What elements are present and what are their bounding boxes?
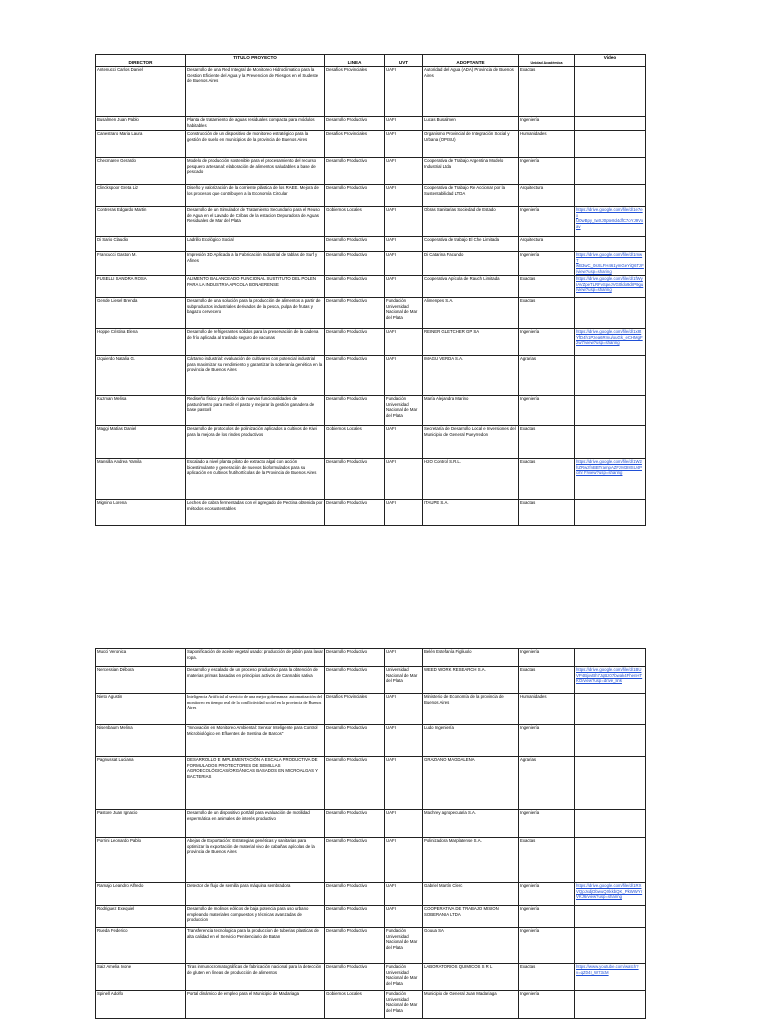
table-row — [96, 649, 646, 667]
cell-uvt: UAFI — [385, 426, 423, 459]
table-row — [96, 426, 646, 459]
cell-adoptante: Di Catarina Facundo — [423, 252, 519, 276]
cell-uvt: UAFI — [385, 276, 423, 298]
cell-uvt: UAFI — [385, 757, 423, 810]
cell-adoptante: REINER GLETCHER GP SA — [423, 329, 519, 356]
cell-uvt: Fundación Universidad Nacional de Mar del Plata — [385, 928, 423, 964]
cell-uvt: UAFI — [385, 883, 423, 906]
header-unidad: Unidad Académica — [519, 55, 575, 67]
cell-director: Pagnussat Luciana — [96, 757, 186, 810]
cell-uvt: Universidad Nacional de Mar del Plata — [385, 667, 423, 694]
cell-unidad: Ingeniería — [519, 883, 575, 906]
cell-unidad: Arquitectura — [519, 237, 575, 252]
table-row — [96, 329, 646, 356]
cell-video — [575, 928, 646, 964]
projects-table-2 — [95, 648, 646, 1019]
cell-video — [575, 459, 646, 500]
cell-unidad: Humanidades — [519, 694, 575, 725]
cell-adoptante: Secretaría de Desarrollo Local e Inversiones del Municipio de General Pueyrredon — [423, 426, 519, 459]
cell-uvt: UAFI — [385, 500, 423, 526]
cell-uvt: UAFI — [385, 67, 423, 117]
cell-unidad: Ingeniería — [519, 928, 575, 964]
table-row — [96, 838, 646, 883]
cell-video — [575, 426, 646, 459]
cell-unidad: Ingeniería — [519, 810, 575, 838]
cell-director: Mansilla Andrea Yamila — [96, 459, 186, 500]
cell-director: Spinell Adolfo — [96, 991, 186, 1019]
cell-video — [575, 500, 646, 526]
cell-linea: Desarrollo Productivo — [325, 276, 385, 298]
cell-unidad: Exactas — [519, 500, 575, 526]
table-row — [96, 964, 646, 991]
cell-titulo: Desarrollo de una solución para la producción de alimentos a partir de subproductos industriales derivados de la pesca, pulpa de frutas y bagazo cervecero — [186, 298, 325, 329]
table-row — [96, 185, 646, 207]
cell-linea: Desarrollo Productivo — [325, 185, 385, 207]
table-row — [96, 694, 646, 725]
cell-video — [575, 117, 646, 131]
cell-unidad: Exactas — [519, 67, 575, 117]
header-adoptante: ADOPTANTE — [423, 55, 519, 67]
cell-director: Nisenbaum Melina — [96, 725, 186, 757]
table-row — [96, 883, 646, 906]
cell-linea: Desafios Provinciales — [325, 67, 385, 117]
cell-linea: Desarrollo Productivo — [325, 964, 385, 991]
cell-video — [575, 131, 646, 158]
cell-video — [575, 991, 646, 1019]
cell-video — [575, 207, 646, 237]
cell-director: Checmarev Gerardo — [96, 158, 186, 185]
table-row — [96, 356, 646, 396]
header-linea: LINEA — [325, 55, 385, 67]
cell-video — [575, 883, 646, 906]
header-titulo: TITULO PROYECTO — [186, 55, 325, 67]
cell-titulo: Inteligencia Artificial al servicio de una mejor gobernanza: automatización del monitoreo en tiempo real de la conflictividad social en la provincia de Buenos Aires — [186, 694, 325, 725]
cell-linea: Desarrollo Productivo — [325, 500, 385, 526]
cell-titulo: Transferencia tecnologica para la produccion de tuberias plasticas de alta calidad en el Servicio Penitenciario de Batan — [186, 928, 325, 964]
cell-adoptante: Gouua SA — [423, 928, 519, 964]
table-row — [96, 396, 646, 426]
cell-adoptante: Polinizadora Marplatense S.A. — [423, 838, 519, 883]
cell-unidad: Exactas — [519, 298, 575, 329]
cell-linea: Desarrollo Productivo — [325, 252, 385, 276]
cell-linea: Desarrollo Productivo — [325, 158, 385, 185]
cell-director: Izquierdo Natalia G. — [96, 356, 186, 396]
cell-director: Mucci Veronica — [96, 649, 186, 667]
cell-unidad: Ingeniería — [519, 906, 575, 928]
cell-titulo: Diseño y valorización de la corriente plástica de los RAEE. Mejora de los procesos que contribuyen a la Economía Circular — [186, 185, 325, 207]
cell-video — [575, 158, 646, 185]
cell-video — [575, 757, 646, 810]
cell-video — [575, 298, 646, 329]
cell-unidad: Ingeniería — [519, 117, 575, 131]
video-link[interactable]: https://drive.google.com/file/d/1W2hZRwzfnBBTrampAZFzM3I8SU4Pcihr F/view?usp=sharing — [576, 459, 642, 476]
cell-adoptante: Machrey agropecuaria S.A. — [423, 810, 519, 838]
cell-linea: Desarrollo Productivo — [325, 928, 385, 964]
cell-linea: Gobiernos Locales — [325, 207, 385, 237]
cell-video — [575, 964, 646, 991]
cell-linea: Desarrollo Productivo — [325, 396, 385, 426]
table-row — [96, 725, 646, 757]
cell-adoptante: Ludo Ingeniería — [423, 725, 519, 757]
cell-director: Di Sario Claudio — [96, 237, 186, 252]
video-link[interactable]: https://www.youtube.com/watch?v=qZ04I_W73cM — [576, 964, 639, 975]
cell-video — [575, 329, 646, 356]
header-row — [96, 55, 646, 67]
cell-uvt: UAFI — [385, 185, 423, 207]
cell-titulo: Leches de cabra fermentadas con el agregado de Pectina obtenida por métodos ecosustentables — [186, 500, 325, 526]
table-row — [96, 757, 646, 810]
cell-adoptante: Belén Estefanía Figliuolo — [423, 649, 519, 667]
cell-director: Rueda Federico — [96, 928, 186, 964]
cell-uvt: UAFI — [385, 459, 423, 500]
video-link[interactable]: https://drive.google.com/file/d/1x8tYfD4h1Pzea6Rmu/ouGk_eCHMgF2w7/view?usp=sharing — [576, 329, 643, 346]
cell-linea: Desarrollo Productivo — [325, 237, 385, 252]
cell-adoptante: Cooperativa de Trabajo Re Accionar por la Sustentabilidad LTDA — [423, 185, 519, 207]
cell-adoptante: ITAUPE S.A. — [423, 500, 519, 526]
cell-linea: Desarrollo Productivo — [325, 298, 385, 329]
cell-director: Antenucci Carlos Daniel — [96, 67, 186, 117]
cell-linea: Desarrollo Productivo — [325, 667, 385, 694]
cell-director: Mignino Lorena — [96, 500, 186, 526]
cell-director: Francucci Gaston M. — [96, 252, 186, 276]
cell-director: Gende Liesel Brenda — [96, 298, 186, 329]
cell-linea: Desarrollo Productivo — [325, 906, 385, 928]
cell-adoptante: H2O Control S.R.L. — [423, 459, 519, 500]
cell-linea: Desafios Provinciales — [325, 131, 385, 158]
cell-linea: Desafios Provinciales — [325, 694, 385, 725]
cell-video — [575, 356, 646, 396]
cell-video — [575, 67, 646, 117]
cell-unidad: Exactas — [519, 838, 575, 883]
cell-titulo: Desarrollo de un dispositivo portátil para evaluación de motilidad espermática en animales de interés productivo — [186, 810, 325, 838]
cell-titulo: Desarrollo de una Red Integral de Monitoreo Hidroclimatico para la Gestion Eficiente del Agua y la Prevencion de Riesgos en el Sudeste de Buenos Aires — [186, 67, 325, 117]
cell-video — [575, 252, 646, 276]
cell-director: Rodriguez Exequiel — [96, 906, 186, 928]
cell-titulo: Desarrollo de protocolos de polinización aplicados a cultivos de Kiwi para la mejora de los rindes productivos — [186, 426, 325, 459]
table-row — [96, 459, 646, 500]
cell-video — [575, 694, 646, 725]
cell-titulo: Desarrollo de refrigerantes sólidos para la preservación de la cadena de frío aplicada al traslado seguro de vacunas — [186, 329, 325, 356]
cell-adoptante: Autoridad del Agua (ADA) Provincia de Buenos Aires — [423, 67, 519, 117]
cell-unidad: Exactas — [519, 426, 575, 459]
cell-titulo: "Innovación en Monitoreo Ambiental: Sensor Inteligente para Control Microbiológico en Efluentes de Sentina de Barcos" — [186, 725, 325, 757]
cell-adoptante: María Alejandra Marino — [423, 396, 519, 426]
cell-adoptante: Cooperativa Apícola de Rauch Limitada — [423, 276, 519, 298]
cell-titulo: Portal dinámico de empleo para el Municipio de Madariaga — [186, 991, 325, 1019]
header-uvt: UVT — [385, 55, 423, 67]
table-row — [96, 906, 646, 928]
cell-director: Porrini Leonardo Pablo — [96, 838, 186, 883]
table-row — [96, 276, 646, 298]
cell-adoptante: Lucas Busalmen — [423, 117, 519, 131]
cell-video — [575, 667, 646, 694]
cell-unidad: Exactas — [519, 459, 575, 500]
video-link[interactable]: https://drive.google.com/file/d/1BUVP4BjxvBh7JqBz07bwak4FhenHTKO/view?usp=drive_link — [576, 667, 643, 684]
cell-director: Maggi Matías Daniel — [96, 426, 186, 459]
header-director: DIRECTOR — [96, 55, 186, 67]
cell-linea: Desarrollo Productivo — [325, 810, 385, 838]
cell-director: Nercessian Débora — [96, 667, 186, 694]
cell-uvt: UAFI — [385, 207, 423, 237]
table-row — [96, 207, 646, 237]
table-row — [96, 67, 646, 117]
cell-linea: Desarrollo Productivo — [325, 356, 385, 396]
cell-titulo: Ladrillo Ecológico Social — [186, 237, 325, 252]
cell-titulo: Rediseño físico y definición de nuevas funcionalidades de pasturómetro para medir el pasto y mejorar la gestión ganadera de base pastoril — [186, 396, 325, 426]
cell-adoptante: Cooperativa de trabajo El Che Limitada — [423, 237, 519, 252]
cell-video — [575, 185, 646, 207]
cell-unidad: Ingeniería — [519, 991, 575, 1019]
cell-video — [575, 906, 646, 928]
cell-titulo: Cártamo industrial: evaluación de cultivares con potencial industrial para maximizar su rendimiento y garantizar la soberanía genética en la provincia de Buenos Aires — [186, 356, 325, 396]
cell-uvt: Fundación Universidad Nacional de Mar del Plata — [385, 964, 423, 991]
cell-uvt: UAFI — [385, 329, 423, 356]
cell-uvt: UAFI — [385, 649, 423, 667]
cell-unidad: Exactas — [519, 667, 575, 694]
video-link[interactable]: https://drive.google.com/file/d/1mwT wB3wC_0sXLFH461ymGeYiQ6TzF/view?usp=sharing — [576, 252, 644, 274]
cell-titulo: Tiras inmunocromatográficas de fabricación nacional para la detección de gluten en líneas de producción de alimentos — [186, 964, 325, 991]
table-row — [96, 991, 646, 1019]
cell-director: Saiz Amelia Ivone — [96, 964, 186, 991]
cell-adoptante: GRAZIANO MAGDALENA — [423, 757, 519, 810]
cell-uvt: UAFI — [385, 356, 423, 396]
cell-titulo: DESARROLLO E IMPLEMENTACIÓN A ESCALA PRODUCTIVA DE FORMULADOS PROTECTORES DE SEMILLAS AGROECOLÓGICAS/ORGÁNICAS BASADOS EN MICROALGAS Y BACTERIAS — [186, 757, 325, 810]
cell-adoptante: Gabriel Martín Clerc — [423, 883, 519, 906]
table-row — [96, 237, 646, 252]
cell-linea: Desarrollo Productivo — [325, 757, 385, 810]
cell-linea: Gobiernos Locales — [325, 991, 385, 1019]
cell-unidad: Ingeniería — [519, 329, 575, 356]
cell-director: Nieto Agustin — [96, 694, 186, 725]
cell-video — [575, 649, 646, 667]
table-row — [96, 252, 646, 276]
cell-director: Contreras Edgardo Martin — [96, 207, 186, 237]
cell-uvt: UAFI — [385, 117, 423, 131]
cell-video — [575, 396, 646, 426]
cell-director: Pastore Juan Ignacio — [96, 810, 186, 838]
table-row — [96, 117, 646, 131]
cell-adoptante: Cooperativa de Trabajo Argentina Modelo Industrial Ltda — [423, 158, 519, 185]
cell-uvt: UAFI — [385, 694, 423, 725]
cell-linea: Desarrollo Productivo — [325, 329, 385, 356]
cell-unidad: Ingeniería — [519, 396, 575, 426]
cell-unidad: Ingeniería — [519, 649, 575, 667]
cell-titulo: Planta de tratamiento de aguas residuales compacta para módulos habitables — [186, 117, 325, 131]
cell-titulo: Desarrollo de molinos eólicos de baja potencia para uso urbano empleando materiales compuestos y técnicas avanzadas de produccion — [186, 906, 325, 928]
cell-titulo: Escalado a nivel planta piloto de extracto algal con acción bioestimulante y generación de nuevos bioformulados para su aplicación en cultivos frutihortícolas de la Provincia de Buenos Aires — [186, 459, 325, 500]
cell-uvt: UAFI — [385, 252, 423, 276]
cell-uvt: UAFI — [385, 131, 423, 158]
cell-titulo: Desarrollo y escalado de un proceso productivo para la obtención de materias primas basadas en principios activos de Cannabis sativa — [186, 667, 325, 694]
cell-unidad: Ingeniería — [519, 207, 575, 237]
cell-unidad: Arquitectura — [519, 185, 575, 207]
cell-uvt: UAFI — [385, 158, 423, 185]
cell-unidad: Ingeniería — [519, 158, 575, 185]
cell-adoptante: IMAGU VERDA S.A. — [423, 356, 519, 396]
cell-linea: Desarrollo Productivo — [325, 725, 385, 757]
cell-director: Clinckspoor Greta Liz — [96, 185, 186, 207]
cell-titulo: Impresión 3D Aplicada a la Fabricación Industrial de tablas de Surf y Afines — [186, 252, 325, 276]
cell-unidad: Agrarias — [519, 356, 575, 396]
table-row — [96, 158, 646, 185]
cell-adoptante: Obras Sanitarias Sociedad de Estado — [423, 207, 519, 237]
table-row — [96, 131, 646, 158]
video-link[interactable]: https://drive.google.com/file/d/1e7ex U0wBpy_twXJ0pte8d4dfC7oYJ9Vxav — [576, 207, 644, 229]
cell-uvt: UAFI — [385, 237, 423, 252]
cell-uvt: UAFI — [385, 810, 423, 838]
cell-director: Canestraro Maria Laura — [96, 131, 186, 158]
cell-adoptante: Alimenpes S.A. — [423, 298, 519, 329]
header-video: Video — [575, 55, 646, 67]
cell-titulo: Detector de flujo de semilla para máquina sembradora — [186, 883, 325, 906]
cell-adoptante: COOPERATIVA DE TRABAJO MISION SOBERANIA LTDA — [423, 906, 519, 928]
cell-uvt: Fundación Universidad Nacional de Mar del Plata — [385, 298, 423, 329]
projects-table-1 — [95, 54, 646, 526]
cell-uvt: Fundación Universidad Nacional de Mar del Plata — [385, 396, 423, 426]
cell-linea: Gobiernos Locales — [325, 426, 385, 459]
cell-video — [575, 237, 646, 252]
cell-titulo: Desarrollo de un Simulador de Tratamiento Secundario para el Reuso de Agua en el Lavado de Cribas de la estacion Depuradora de Aguas Residuales de Mar del Plata — [186, 207, 325, 237]
cell-titulo: Construcción de un dispositivo de monitoreo estratégico para la gestión de suelo en municipios de la provincia de Buenos Aires — [186, 131, 325, 158]
cell-video — [575, 838, 646, 883]
table-row — [96, 810, 646, 838]
cell-unidad: Exactas — [519, 276, 575, 298]
cell-video — [575, 276, 646, 298]
cell-director: Kuzman Melisa — [96, 396, 186, 426]
table-row — [96, 928, 646, 964]
cell-uvt: UAFI — [385, 906, 423, 928]
cell-linea: Desarrollo Productivo — [325, 459, 385, 500]
cell-unidad: Agrarias — [519, 757, 575, 810]
cell-director: Busalmen Juan Pablo — [96, 117, 186, 131]
cell-uvt: UAFI — [385, 725, 423, 757]
cell-linea: Desarrollo Productivo — [325, 117, 385, 131]
cell-director: Hoppe Cristina Elena — [96, 329, 186, 356]
table-row — [96, 500, 646, 526]
cell-adoptante: Ministerio de Economía de la provincia de Buenos Aires — [423, 694, 519, 725]
cell-titulo: ALIMENTO BALANCEADO FUNCIONAL SUSTITUTO DEL POLEN PARA LA INDUSTRIA APICOLA BONAERENSE — [186, 276, 325, 298]
cell-uvt: UAFI — [385, 838, 423, 883]
cell-unidad: Ingeniería — [519, 252, 575, 276]
table-row — [96, 667, 646, 694]
cell-unidad: Humanidades — [519, 131, 575, 158]
cell-linea: Desarrollo Productivo — [325, 649, 385, 667]
cell-video — [575, 810, 646, 838]
cell-unidad: Ingeniería — [519, 725, 575, 757]
video-link[interactable]: https://drive.google.com/file/d/1RXVQpJxdjDbwuQXkkbQK_PkWWYrVKJ6/view?usp=sharing — [576, 883, 643, 900]
cell-unidad: Exactas — [519, 964, 575, 991]
cell-adoptante: LABORATORIOS QUIMICOS S R L — [423, 964, 519, 991]
cell-titulo: Abejas de Exportación: Estrategias genéticas y sanitarias para optimizar la exportación de material vivo de cabañas apícolas de la provincia de Buenos Aires — [186, 838, 325, 883]
cell-adoptante: WEED WORK RESEARCH S.A. — [423, 667, 519, 694]
cell-titulo: Saponificación de aceite vegetal usado: producción de jabón para lavar ropa. — [186, 649, 325, 667]
cell-linea: Desarrollo Productivo — [325, 883, 385, 906]
cell-linea: Desarrollo Productivo — [325, 838, 385, 883]
table-row — [96, 298, 646, 329]
cell-adoptante: Municipio de General Juan Madariaga — [423, 991, 519, 1019]
cell-uvt: Fundación Universidad Nacional de Mar del Plata — [385, 991, 423, 1019]
cell-director: Ramajo Leandro Alfredo — [96, 883, 186, 906]
cell-director: FUSELLI SANDRA ROSA — [96, 276, 186, 298]
video-link[interactable]: https://drive.google.com/file/d/1fWyIAVZpeTLRFvSpeJVG0ldo9drP9gu/view?usp=sharing — [576, 276, 644, 293]
cell-titulo: Modelo de producción sostenible para el procesamiento del recurso pesquero artesanal: elaboración de alimentos saludables a base de pescado — [186, 158, 325, 185]
cell-video — [575, 725, 646, 757]
cell-adoptante: Organismo Provincial de Integración Social y Urbana (OPISU) — [423, 131, 519, 158]
